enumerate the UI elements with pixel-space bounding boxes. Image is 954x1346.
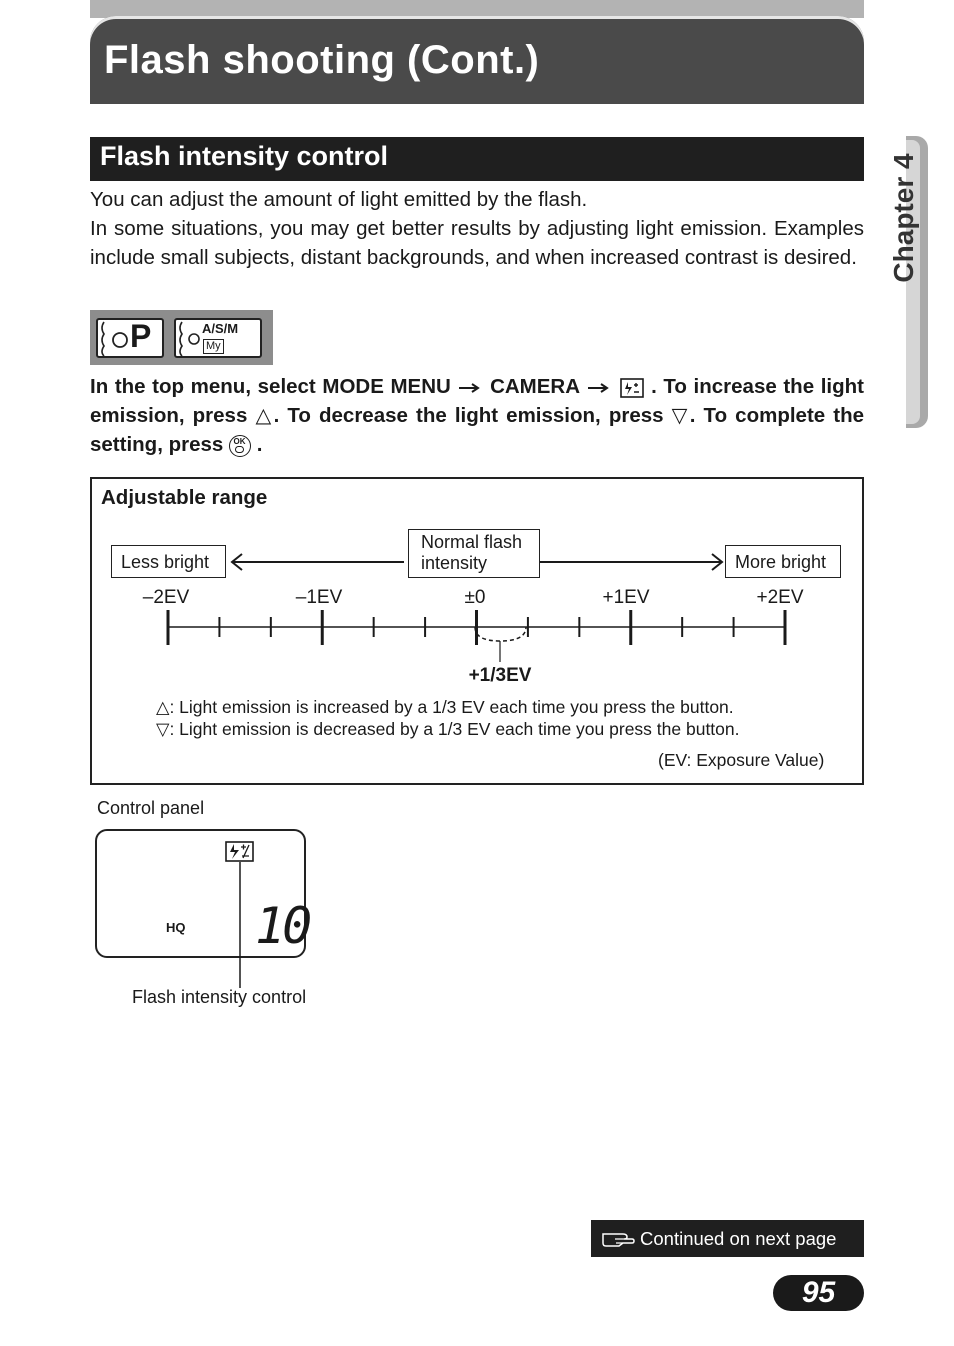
ev-label-zero: ±0 (464, 587, 486, 608)
instruction-part-2: CAMERA (490, 375, 580, 398)
step-indicator-arc (475, 627, 526, 641)
up-arrow-icon: △ (255, 404, 274, 427)
less-bright-label: Less bright (121, 552, 210, 572)
ev-label-minus-1: –1EV (295, 587, 343, 608)
instruction-part-3: . To increase the light emission, press (90, 375, 864, 427)
instruction-part-4: . To decrease the light emission, press (273, 404, 664, 427)
control-panel-caption: Control panel (97, 798, 205, 818)
normal-label-line-2: intensity (421, 553, 488, 573)
down-arrow-icon: ▽ (671, 404, 690, 427)
instruction-part-6: . (256, 433, 263, 456)
pointing-hand-icon (601, 1230, 635, 1248)
ev-label-plus-2: +2EV (756, 587, 804, 608)
page-title: Flash shooting (Cont.) (104, 38, 540, 82)
flash-value-display: 10 (255, 897, 310, 955)
page-number: 95 (773, 1275, 864, 1311)
normal-label-line-1: Normal flash (421, 532, 523, 552)
intro-line-1: You can adjust the amount of light emitted by the flash. (90, 188, 588, 211)
ok-label: OK (233, 436, 246, 446)
ev-note: (EV: Exposure Value) (658, 750, 825, 770)
flash-intensity-control-caption: Flash intensity control (132, 987, 307, 1007)
section-title: Flash intensity control (100, 141, 389, 171)
range-arrows (232, 554, 722, 570)
range-title: Adjustable range (101, 486, 268, 509)
ev-label-minus-2: –2EV (142, 587, 190, 608)
mode-asm-label: A/S/M (202, 321, 239, 336)
intro-line-2: In some situations, you may get better results by adjusting light emission. Examples include small subjects, distant backgrounds, and when increased contrast is desired. (90, 217, 864, 269)
ev-label-plus-1: +1EV (602, 587, 650, 608)
pointer-line (235, 862, 245, 988)
continued-text: Continued on next page (640, 1228, 837, 1249)
step-label: +1/3EV (468, 665, 532, 686)
arrow-left-icon (232, 554, 404, 570)
more-bright-label: More bright (735, 552, 827, 572)
arrow-right-icon (540, 554, 722, 570)
mode-p-label: P (130, 318, 152, 354)
instruction-part-5: . To complete the setting, press (90, 404, 865, 456)
mode-my-label: My (203, 339, 224, 354)
flash-intensity-icon (224, 840, 256, 864)
note-increase: △: Light emission is increased by a 1/3 EV each time you press the button. (156, 697, 734, 717)
continued-banner (591, 1220, 864, 1257)
chapter-label-text: Chapter 4 (888, 153, 919, 283)
note-decrease: ▽: Light emission is decreased by a 1/3 EV each time you press the button. (156, 719, 740, 739)
instruction-part-1: In the top menu, select MODE MENU (90, 375, 451, 398)
hq-label: HQ (166, 920, 186, 935)
